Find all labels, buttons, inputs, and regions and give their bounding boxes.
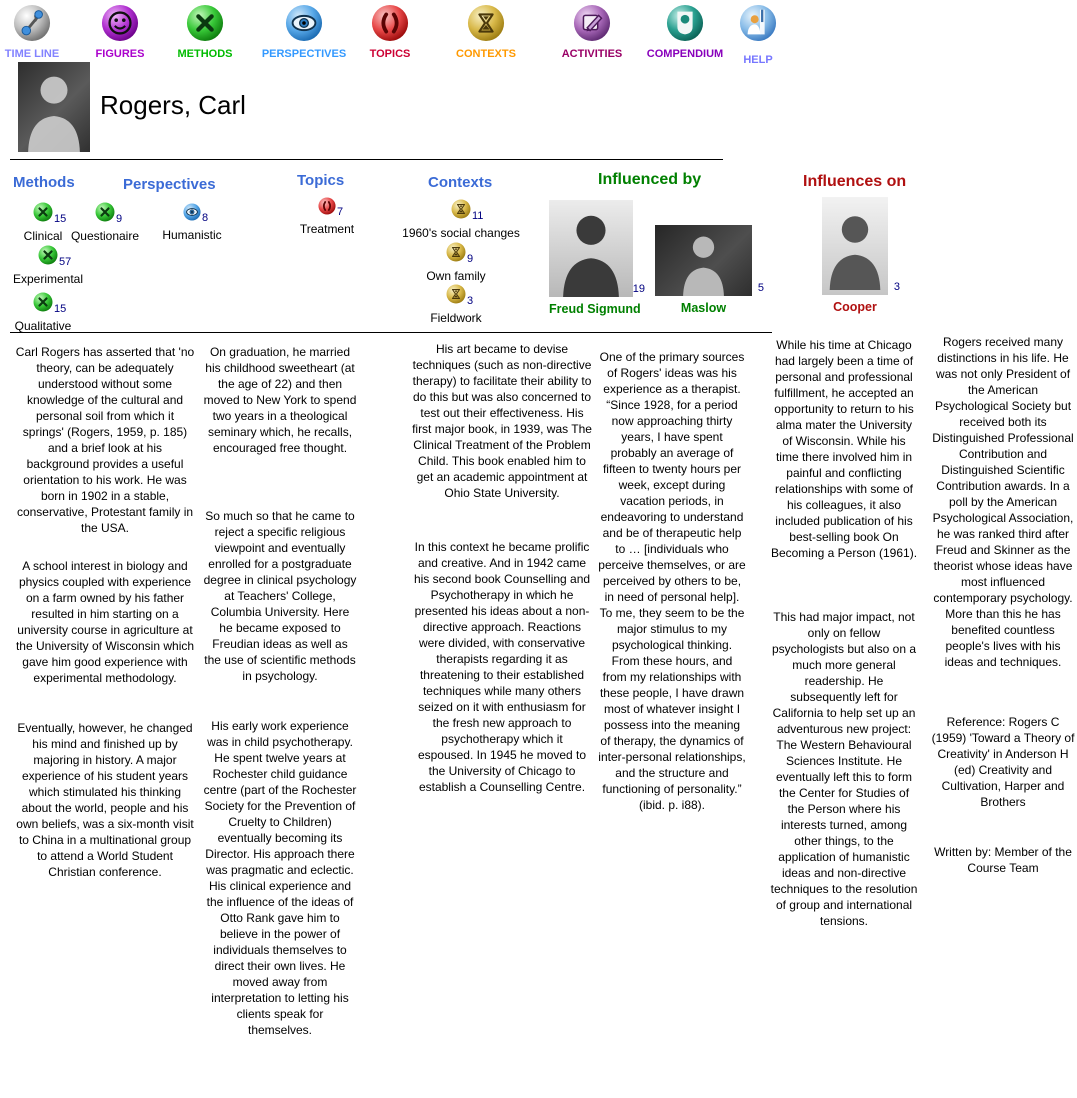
item-label: Questionaire — [70, 229, 140, 243]
person-count: 3 — [893, 281, 900, 293]
nav-label-compendium: COMPENDIUM — [646, 48, 724, 60]
cooper-photo-silhouette — [822, 197, 888, 295]
item-label: Treatment — [299, 222, 355, 236]
paragraph: On graduation, he married his childhood sweetheart (at the age of 22) and then moved to New York to spend two years in a theological seminary which, he recalls, encouraged free thought. — [203, 345, 357, 455]
person-count: 5 — [757, 282, 764, 294]
nav-label-timeline: TIME LINE — [4, 48, 60, 60]
nav-item-topics[interactable] — [362, 4, 418, 60]
methods-item-qualitative[interactable] — [8, 292, 78, 333]
item-label: Humanistic — [162, 228, 222, 242]
item-count: 57 — [59, 256, 72, 268]
hourglass-sphere-icon — [467, 4, 505, 42]
hourglass-sphere-icon — [446, 242, 466, 262]
nav-item-figures[interactable] — [90, 4, 150, 60]
contexts-item-1960s-social-changes[interactable] — [391, 199, 531, 240]
item-count: 9 — [116, 213, 123, 225]
pencil-sphere-icon — [573, 4, 611, 42]
biography-column-1 — [15, 344, 195, 880]
paragraph: Carl Rogers has asserted that 'no theory, can be adequately understood without some knowledge of the cultural and personal soil from which it springs' (Rogers, 1959, p. 185) and a brief look at his background provides a useful orientation to his work. He was born in 1902 in a stable, conservative, Protestant family in the USA. — [15, 345, 195, 535]
nav-label-methods: METHODS — [177, 48, 233, 60]
x-sphere-icon — [95, 202, 115, 222]
perspectives-item-humanistic[interactable] — [156, 203, 228, 242]
paragraph: Reference: Rogers C (1959) 'Toward a Theory of Creativity' in Anderson H (ed) Creativity and Cultivation, Harper and Brothers — [931, 715, 1075, 809]
rogers-photo-silhouette — [18, 62, 90, 152]
influenced-by-maslow[interactable] — [655, 225, 764, 315]
methods-item-experimental[interactable] — [10, 245, 86, 286]
contexts-section-title: Contexts — [428, 174, 493, 191]
paragraph: His art became to devise techniques (such as non-directive therapy) to facilitate their ability to do this but was also concerned to test out their effectiveness. His first major book, in 1939, was The Clinical Treatment of the Problem Child. This book enabled him to get an academic appointment at Ohio State University. — [412, 342, 592, 500]
biography-column-3 — [412, 341, 592, 795]
topics-section-title: Topics — [297, 172, 345, 189]
item-label: Clinical — [23, 229, 63, 243]
paragraph: This had major impact, not only on fellow psychologists but also on a much more general readership. He subsequently left for California to help set up an adventurous new project: The Western Behavioural Sciences Institute. He eventually left this to form the Center for Studies of the Person where his interests turned, among other things, to the application of humanistic ideas and non-directive techniques to the resolution of group and international tensions. — [770, 610, 918, 928]
biography-column-4 — [598, 349, 746, 813]
nav-label-contexts: CONTEXTS — [456, 48, 516, 60]
contexts-item-own-family[interactable] — [391, 242, 521, 283]
maslow-photo[interactable] — [655, 225, 752, 296]
person-raising-hand-icon — [739, 4, 777, 42]
smiley-icon — [101, 4, 139, 42]
categories-divider — [10, 332, 772, 333]
x-sphere-icon — [38, 245, 58, 265]
header-divider — [10, 159, 723, 160]
freud-photo[interactable] — [549, 200, 633, 297]
person-name[interactable]: Maslow — [680, 301, 727, 315]
maslow-photo-silhouette — [655, 225, 752, 296]
paragraph: His early work experience was in child psychotherapy. He spent twelve years at Rochester child guidance centre (part of the Rochester Society for the Prevention of Cruelty to Children) eventually becoming its Director. His approach there was pragmatic and eclectic. — [203, 719, 357, 877]
biography-column-5 — [770, 337, 918, 929]
cooper-photo[interactable] — [822, 197, 888, 295]
influences-on-section-title: Influences on — [803, 173, 907, 190]
item-label: 1960's social changes — [402, 226, 520, 240]
paragraph: Written by: Member of the Course Team — [934, 845, 1072, 875]
nav-item-contexts[interactable] — [448, 4, 524, 60]
parentheses-sphere-icon — [371, 4, 409, 42]
biography-column-2 — [203, 344, 357, 1038]
paragraph: His clinical experience and the influence of the ideas of Otto Rank gave him to believe in the power of individuals themselves to direct their own lives. He moved away from interpretation to letting his clients speak for themselves. — [206, 879, 354, 1037]
item-label: Own family — [426, 269, 486, 283]
item-count: 7 — [337, 206, 344, 218]
paragraph: Eventually, however, he changed his mind and finished up by majoring in history. A major experience of his student years which stimulated his thinking about the world, people and his own beliefs, was a six-month visit to China in a multinational group to attend a World Student Christian conference. — [16, 721, 194, 879]
topics-item-treatment[interactable] — [291, 197, 363, 236]
nav-item-timeline[interactable] — [0, 4, 64, 60]
nav-label-activities: ACTIVITIES — [561, 48, 623, 60]
person-name[interactable]: Freud Sigmund — [549, 302, 641, 316]
paragraph: One of the primary sources of Rogers' ideas was his experience as a therapist. “Since 1928, for a period now approaching thirty years, I have spent probably an average of fifteen to twenty hours per week, except during vacation periods, in endeavoring to understand and be of therapeutic help to … [individuals who perceive themselves, or are perceived by others to be, in need of personal help]. To me, they seem to be the major stimulus to my psychological thinking. From these hours, and from my relationships with these people, I have drawn most of whatever insight I possess into the meaning of therapy, the dynamics of inter-personal relationships, and the structure and functioning of personality.” (ibid. p. i88). — [598, 350, 746, 812]
influences-on-cooper[interactable] — [822, 197, 900, 314]
methods-item-clinical[interactable] — [8, 202, 78, 243]
freud-photo-silhouette — [549, 200, 633, 297]
influenced-by-section-title: Influenced by — [598, 171, 702, 188]
nav-item-perspectives[interactable] — [258, 4, 350, 60]
item-count: 15 — [54, 303, 67, 315]
nav-label-topics: TOPICS — [369, 48, 411, 60]
nav-item-activities[interactable] — [560, 4, 624, 60]
item-label: Qualitative — [14, 319, 72, 333]
paragraph: So much so that he came to reject a specific religious viewpoint and eventually enrolled for a postgraduate degree in clinical psychology at Teachers' College, Columbia University. Here he became exposed to Freudian ideas as well as the use of scientific methods in psychology. — [203, 509, 357, 683]
item-count: 11 — [472, 210, 484, 222]
x-sphere-icon — [186, 4, 224, 42]
item-count: 9 — [467, 253, 474, 265]
parentheses-sphere-icon — [318, 197, 336, 215]
item-label: Experimental — [12, 272, 84, 286]
timeline-icon — [13, 4, 51, 42]
item-count: 15 — [54, 213, 67, 225]
x-sphere-icon — [33, 292, 53, 312]
item-count: 3 — [467, 295, 474, 307]
nav-item-help[interactable] — [734, 4, 782, 66]
paragraph: A school interest in biology and physics coupled with experience on a farm owned by his father resulted in him starting on a university course in agriculture at the University of Wisconsin which gave him good experience with experimental methodology. — [15, 559, 195, 685]
page-title: Rogers, Carl — [100, 90, 246, 120]
methods-item-questionaire[interactable] — [69, 202, 141, 243]
methods-section-title: Methods — [13, 174, 75, 191]
nav-label-perspectives: PERSPECTIVES — [261, 48, 347, 60]
x-sphere-icon — [33, 202, 53, 222]
paragraph: Rogers received many distinctions in his life. He was not only President of the American Psychological Society but received both its Distinguished Professional Contribution and Distinguished Scientific Contribution awards. In a poll by the American Psychological Association, he was ranked third after Freud and Skinner as the theorist whose ideas have most influenced contemporary psychology. More than this he has benefited countless people's lives with his ideas and techniques. — [932, 335, 1074, 669]
item-count: 8 — [202, 212, 209, 224]
biography-column-6 — [930, 334, 1076, 876]
nav-item-compendium[interactable] — [642, 4, 728, 60]
person-name[interactable]: Cooper — [833, 300, 877, 314]
eye-sphere-icon — [285, 4, 323, 42]
person-count: 19 — [632, 283, 645, 295]
contexts-item-fieldwork[interactable] — [391, 284, 521, 325]
influenced-by-freud[interactable] — [549, 200, 645, 316]
paragraph: In this context he became prolific and creative. And in 1942 came his second book Counselling and Psychotherapy in which he presented his ideas about a non-directive approach. Reactions were divided, with conservative therapists regarding it as threatening to their established techniques while many others seized on it with enthusiasm for the fresh new approach to psychotherapy which it espoused. In 1945 he moved to the University of Chicago to establish a Counselling Centre. — [413, 540, 591, 794]
eye-sphere-icon — [183, 203, 201, 221]
hourglass-sphere-icon — [446, 284, 466, 304]
nav-label-figures: FIGURES — [95, 48, 145, 60]
perspectives-section-title: Perspectives — [123, 176, 216, 193]
nav-item-methods[interactable] — [172, 4, 238, 60]
rogers-photo — [18, 62, 90, 152]
hourglass-sphere-icon — [451, 199, 471, 219]
nav-label-help: HELP — [743, 54, 773, 66]
paragraph: While his time at Chicago had largely been a time of personal and professional fulfillment, he accepted an opportunity to return to his alma mater the University of Wisconsin. While his time there involved him in painful and conflicting relationships with some of his colleagues, it also included publication of his best-selling book On Becoming a Person (1961). — [770, 338, 918, 560]
item-label: Fieldwork — [430, 311, 482, 325]
ou-shield-icon — [666, 4, 704, 42]
